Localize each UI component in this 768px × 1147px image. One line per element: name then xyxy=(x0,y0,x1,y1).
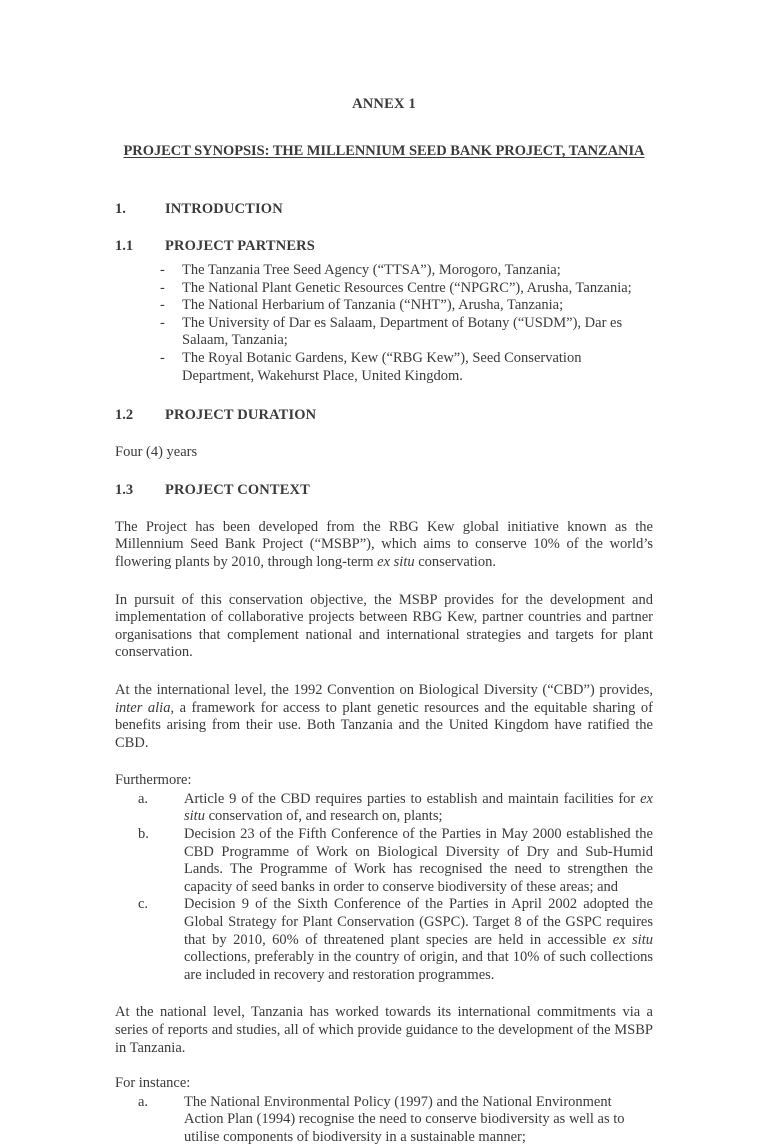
list-item-text-part: conservation of, and research on, plants; xyxy=(204,808,443,825)
list-marker: c. xyxy=(138,896,149,913)
section-title: PROJECT DURATION xyxy=(165,407,317,424)
list-marker: a. xyxy=(138,1093,149,1110)
list-marker: b. xyxy=(138,826,149,843)
furthermore-list xyxy=(115,791,653,985)
paragraph-text: The Project has been developed from the RBG Kew global initiative known as the Millennium Seed Bank Project (“MSBP”), which aims to conserve 10% of the world’s flowering plants by 2010, through long-term xyxy=(115,518,653,570)
paragraph-text: , a framework for access to plant genetic resources and the equitable sharing of benefits arising from their use. Both Tanzania and the United Kingdom have ratified the CBD. xyxy=(115,699,653,751)
list-item-text: Decision 23 of the Fifth Conference of the Parties in May 2000 established the CBD Programme of Work on Biological Diversity of Dry and Sub-Humid Lands. The Programme of Work has recognised the need to strengthen the capacity of seed banks in order to conserve biodiversity of these areas; and xyxy=(184,826,653,895)
project-duration-value: Four (4) years xyxy=(115,444,198,461)
dash-marker: - xyxy=(160,262,165,278)
annex-label: ANNEX 1 xyxy=(352,96,416,112)
list-item-text: The National Plant Genetic Resources Centre (“NPGRC”), Arusha, Tanzania; xyxy=(182,279,632,296)
paragraph-text: At the international level, the 1992 Convention on Biological Diversity (“CBD”) provides, xyxy=(115,681,653,698)
list-item-text: The University of Dar es Salaam, Department of Botany (“USDM”), Dar es Salaam, Tanzania; xyxy=(182,314,623,349)
latin-term-ex-situ: ex situ xyxy=(377,553,415,570)
list-item xyxy=(115,262,653,280)
section-number: 1.1 xyxy=(115,238,134,254)
dash-marker: - xyxy=(160,349,165,366)
context-paragraph-4: At the national level, Tanzania has worked towards its international commitments via a series of reports and studies, all of which provide guidance to the development of the MSBP in Tanzania. xyxy=(115,1004,653,1056)
list-item-text: The Royal Botanic Gardens, Kew (“RBG Kew”), Seed Conservation Department, Wakehurst Place, United Kingdom. xyxy=(182,349,582,384)
section-heading-project-context xyxy=(115,482,653,499)
paragraph-text: conservation. xyxy=(414,553,496,570)
section-number: 1. xyxy=(115,201,126,217)
list-item-text xyxy=(184,896,653,984)
section-title: PROJECT PARTNERS xyxy=(165,238,315,254)
dash-marker: - xyxy=(160,297,165,314)
list-item xyxy=(115,350,653,385)
context-paragraph-2: In pursuit of this conservation objective, the MSBP provides for the development and implementation of collaborative projects between RBG Kew, partner countries and partner organisations that complement national and international strategies and targets for plant conservation. xyxy=(115,591,653,661)
list-item-text: The National Herbarium of Tanzania (“NHT”), Arusha, Tanzania; xyxy=(182,297,564,314)
list-item xyxy=(115,315,653,350)
section-title: PROJECT CONTEXT xyxy=(165,481,310,498)
list-item-text-part: collections, preferably in the country of origin, and that 10% of such collections are included in recovery and restoration programmes. xyxy=(184,949,653,983)
list-item xyxy=(115,1094,653,1147)
section-heading-introduction xyxy=(115,201,653,218)
latin-term-ex-situ: ex situ xyxy=(612,931,653,948)
list-item-text xyxy=(184,791,653,826)
dash-marker: - xyxy=(160,279,165,296)
dash-marker: - xyxy=(160,314,165,331)
project-partners-list xyxy=(115,262,653,385)
list-item-text-part: Decision 9 of the Sixth Conference of the Parties in April 2002 adopted the Global Strategy for Plant Conservation (GSPC). Target 8 of the GSPC requires that by 2010, 60% of threatened plant species are held in accessible xyxy=(184,896,653,948)
list-item xyxy=(115,896,653,984)
latin-term-inter-alia: inter alia xyxy=(115,699,171,716)
section-number: 1.2 xyxy=(115,407,134,424)
document-title: PROJECT SYNOPSIS: THE MILLENNIUM SEED BANK PROJECT, TANZANIA xyxy=(123,143,645,159)
context-paragraph-3 xyxy=(115,682,653,752)
for-instance-list xyxy=(115,1094,653,1147)
for-instance-lead-in: For instance: xyxy=(115,1075,191,1092)
list-item xyxy=(115,826,653,896)
list-item-text-part: Article 9 of the CBD requires parties to establish and maintain facilities for xyxy=(184,790,641,807)
list-marker: a. xyxy=(138,790,149,807)
section-title: INTRODUCTION xyxy=(165,201,283,217)
list-item xyxy=(115,297,653,315)
section-heading-project-duration xyxy=(115,407,653,424)
section-number: 1.3 xyxy=(115,481,134,498)
section-heading-project-partners xyxy=(115,238,653,255)
list-item-text: The Tanzania Tree Seed Agency (“TTSA”), Morogoro, Tanzania; xyxy=(182,262,561,278)
context-paragraph-1 xyxy=(115,519,653,572)
list-item-text: The National Environmental Policy (1997) and the National Environment Action Plan (1994) recognise the need to conserve biodiversity as well as to utilise components of biodiversity in a sustainable manner; xyxy=(184,1093,625,1145)
list-item xyxy=(115,791,653,826)
latin-term-ex-situ: ex situ xyxy=(184,790,653,825)
furthermore-lead-in: Furthermore: xyxy=(115,772,192,789)
list-item xyxy=(115,280,653,298)
